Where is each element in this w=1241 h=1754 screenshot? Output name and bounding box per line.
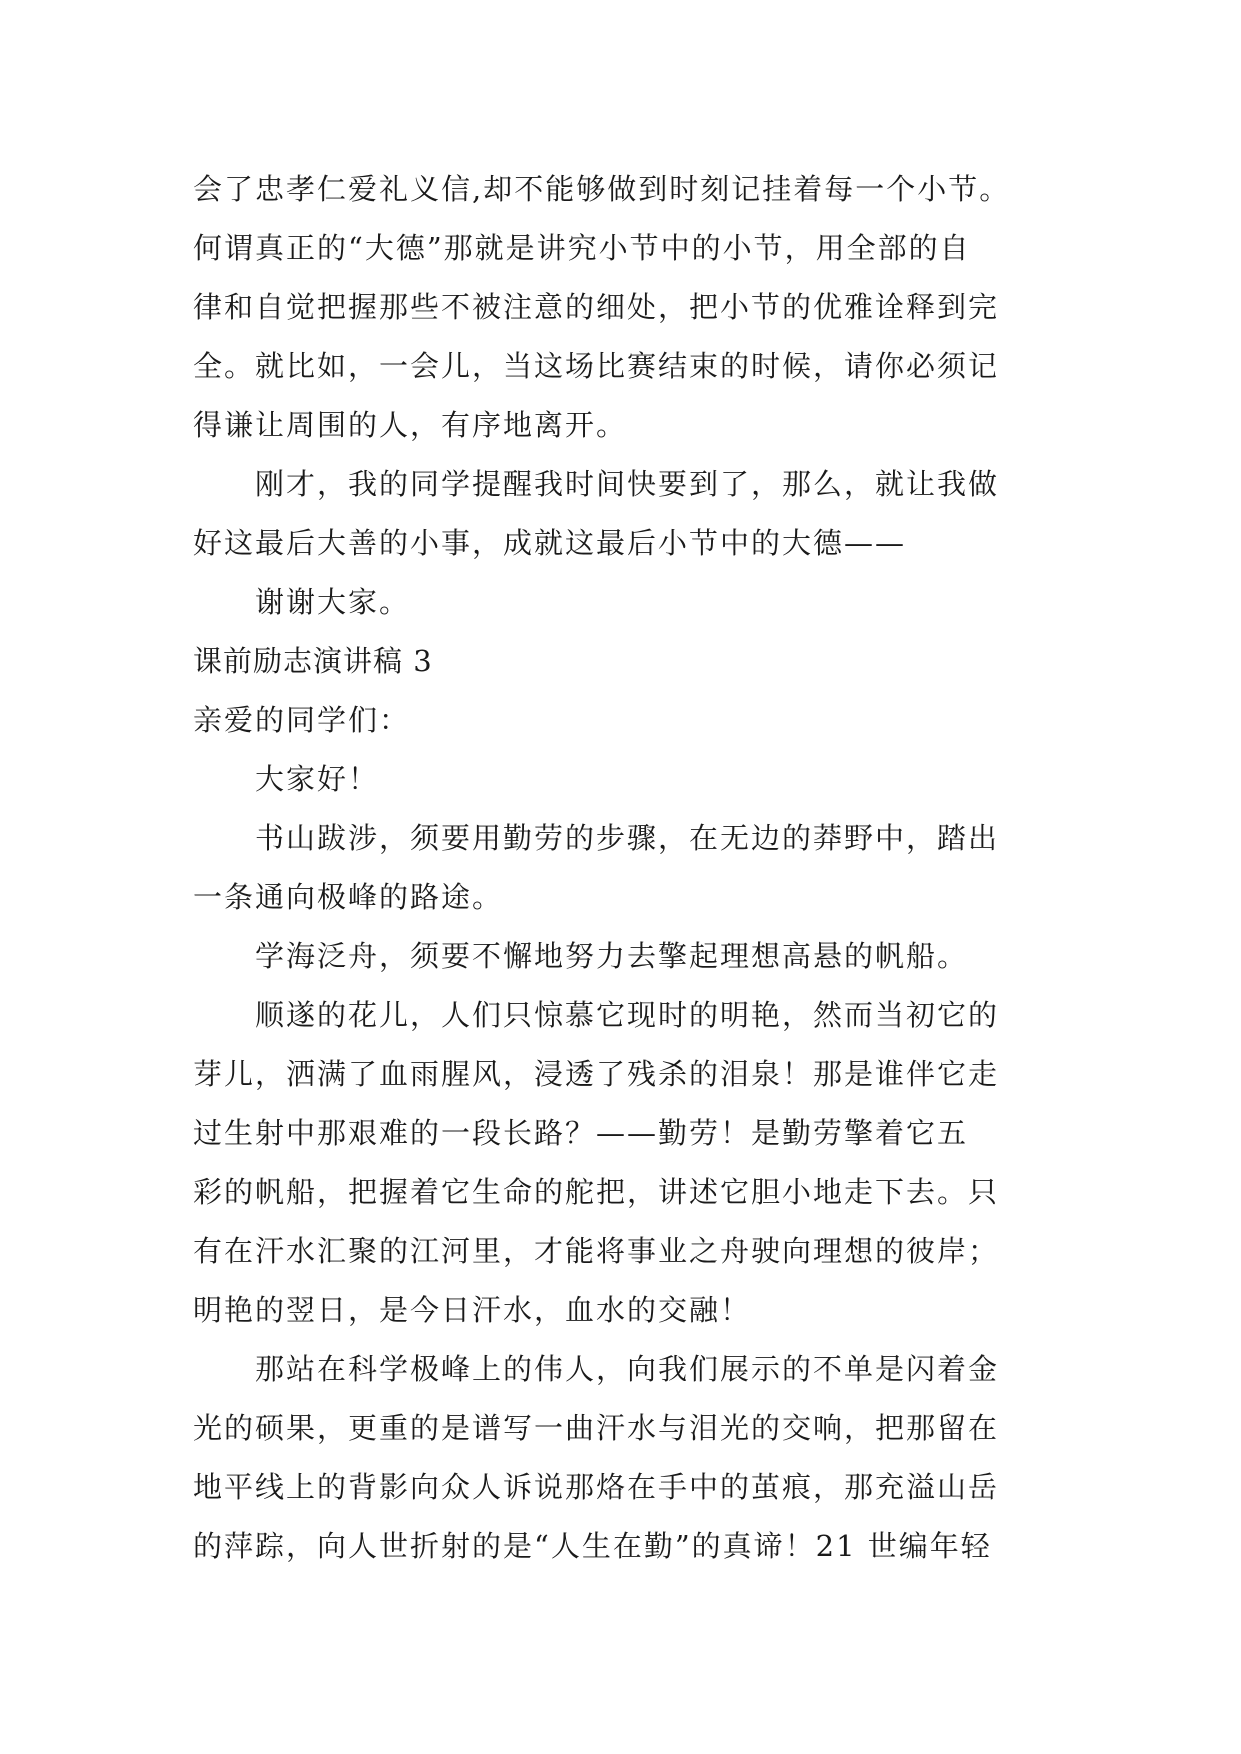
text-line: 芽儿，洒满了血雨腥风，浸透了残杀的泪泉！那是谁伴它走 xyxy=(193,1057,1000,1091)
salutation-line: 亲爱的同学们： xyxy=(193,703,411,737)
paragraph-start-line: 刚才，我的同学提醒我时间快要到了，那么，就让我做 xyxy=(255,467,1000,501)
text-line: 何谓真正的“大德”那就是讲究小节中的小节，用全部的自 xyxy=(193,231,971,265)
text-line: 会了忠孝仁爱礼义信,却不能够做到时刻记挂着每一个小节。 xyxy=(193,172,1011,206)
paragraph-start-line: 顺遂的花儿，人们只惊慕它现时的明艳，然而当初它的 xyxy=(255,998,1000,1032)
text-line: 律和自觉把握那些不被注意的细处，把小节的优雅诠释到完 xyxy=(193,290,1000,324)
section-heading: 课前励志演讲稿 3 xyxy=(193,644,433,678)
text-line: 得谦让周围的人，有序地离开。 xyxy=(193,408,628,442)
text-line: 过生射中那艰难的一段长路？——勤劳！是勤劳擎着它五 xyxy=(193,1116,969,1150)
document-body xyxy=(193,160,1083,1576)
text-line: 全。就比如，一会儿，当这场比赛结束的时候，请你必须记 xyxy=(193,349,1000,383)
text-line: 地平线上的背影向众人诉说那烙在手中的茧痕，那充溢山岳 xyxy=(193,1470,1000,1504)
closing-line: 谢谢大家。 xyxy=(255,585,411,619)
paragraph-start-line: 书山跋涉，须要用勤劳的步骤，在无边的莽野中，踏出 xyxy=(255,821,1000,855)
text-line: 的萍踪，向人世折射的是“人生在勤”的真谛！21 世编年轻 xyxy=(193,1529,992,1563)
text-line: 一条通向极峰的路途。 xyxy=(193,880,504,914)
text-line: 明艳的翌日，是今日汗水，血水的交融！ xyxy=(193,1293,752,1327)
text-line: 光的硕果，更重的是谱写一曲汗水与泪光的交响，把那留在 xyxy=(193,1411,1000,1445)
greeting-line: 大家好！ xyxy=(255,762,380,796)
text-line: 彩的帆船，把握着它生命的舵把，讲述它胆小地走下去。只 xyxy=(193,1175,1000,1209)
paragraph-start-line: 学海泛舟，须要不懈地努力去擎起理想高悬的帆船。 xyxy=(255,939,969,973)
paragraph-start-line: 那站在科学极峰上的伟人，向我们展示的不单是闪着金 xyxy=(255,1352,1000,1386)
text-line: 有在汗水汇聚的江河里，才能将事业之舟驶向理想的彼岸； xyxy=(193,1234,1000,1268)
text-line: 好这最后大善的小事，成就这最后小节中的大德—— xyxy=(193,526,907,560)
